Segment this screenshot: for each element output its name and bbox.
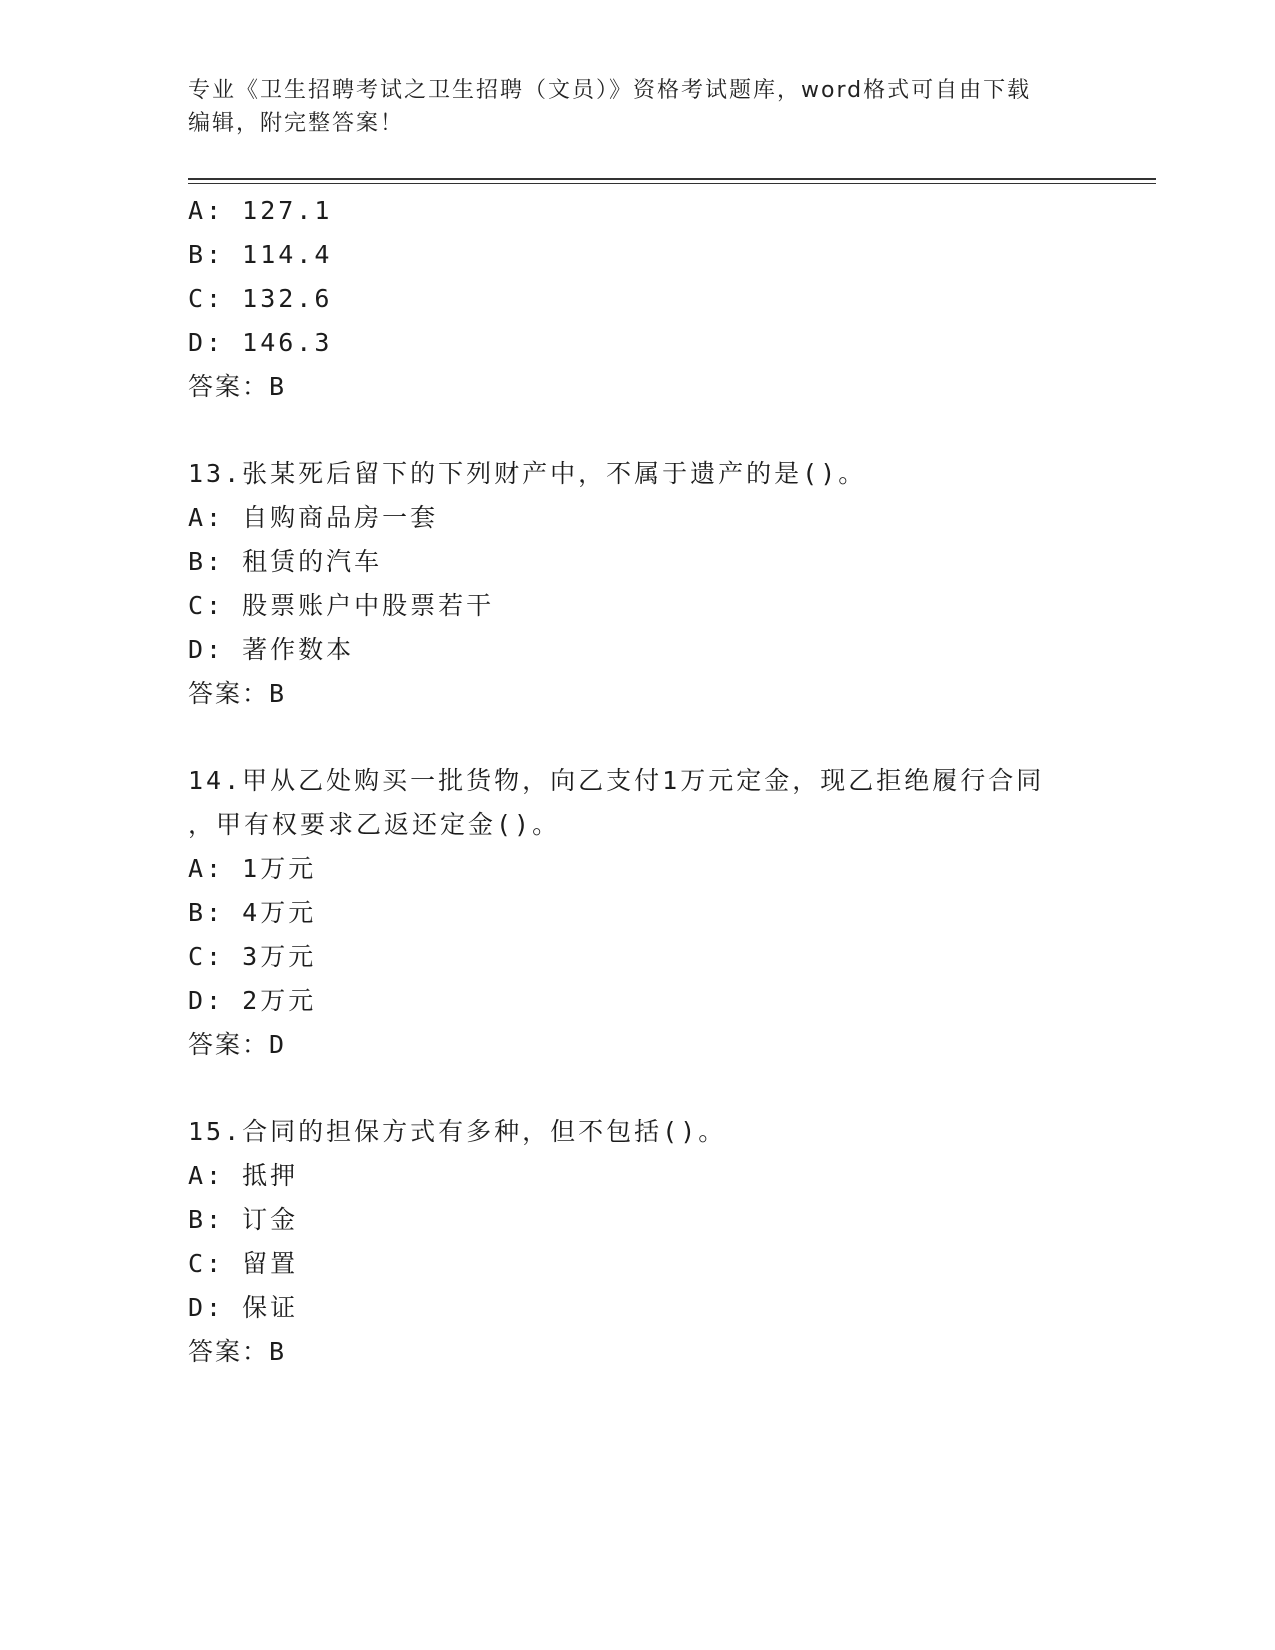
q15-answer [188, 1336, 284, 1368]
header-line-1: 专业《卫生招聘考试之卫生招聘（文员）》资格考试题库，word格式可自由下载 [188, 78, 1032, 103]
q15-question: 15.合同的担保方式有多种，但不包括()。 [188, 1117, 727, 1146]
q14-question-line-1: 14.甲从乙处购买一批货物，向乙支付1万元定金，现乙拒绝履行合同 [188, 766, 1045, 795]
q12-option-a: A: 127.1 [188, 196, 333, 225]
q12-option-d: D: 146.3 [188, 328, 333, 357]
q13-option-d: D: 著作数本 [188, 635, 355, 664]
answer-label: 答案： [188, 679, 270, 708]
q15-option-a: A: 抵押 [188, 1161, 299, 1190]
q13-option-a: A: 自购商品房一套 [188, 503, 439, 532]
answer-value: B [269, 1337, 285, 1366]
header-divider-thick [188, 178, 1156, 180]
answer-value: B [269, 372, 285, 401]
q13-option-c: C: 股票账户中股票若干 [188, 591, 495, 620]
answer-value: B [269, 679, 285, 708]
q14-answer [188, 1029, 284, 1061]
q15-option-c: C: 留置 [188, 1249, 299, 1278]
q12-answer [188, 371, 284, 403]
q14-option-c: C: 3万元 [188, 942, 317, 971]
q13-question: 13.张某死后留下的下列财产中，不属于遗产的是()。 [188, 459, 867, 488]
q15-option-d: D: 保证 [188, 1293, 299, 1322]
q14-option-a: A: 1万元 [188, 854, 317, 883]
q14-option-d: D: 2万元 [188, 986, 317, 1015]
q14-option-b: B: 4万元 [188, 898, 317, 927]
header-line-2: 编辑，附完整答案！ [188, 111, 405, 136]
q14-question-line-2: ，甲有权要求乙返还定金()。 [188, 810, 561, 839]
answer-label: 答案： [188, 1030, 270, 1059]
header-divider-thin [188, 183, 1156, 184]
answer-value: D [269, 1030, 285, 1059]
answer-label: 答案： [188, 1337, 270, 1366]
q12-option-c: C: 132.6 [188, 284, 333, 313]
q13-option-b: B: 租赁的汽车 [188, 547, 383, 576]
document-header [188, 74, 1068, 140]
q13-answer [188, 678, 284, 710]
q12-option-b: B: 114.4 [188, 240, 333, 269]
q15-option-b: B: 订金 [188, 1205, 299, 1234]
answer-label: 答案： [188, 372, 270, 401]
